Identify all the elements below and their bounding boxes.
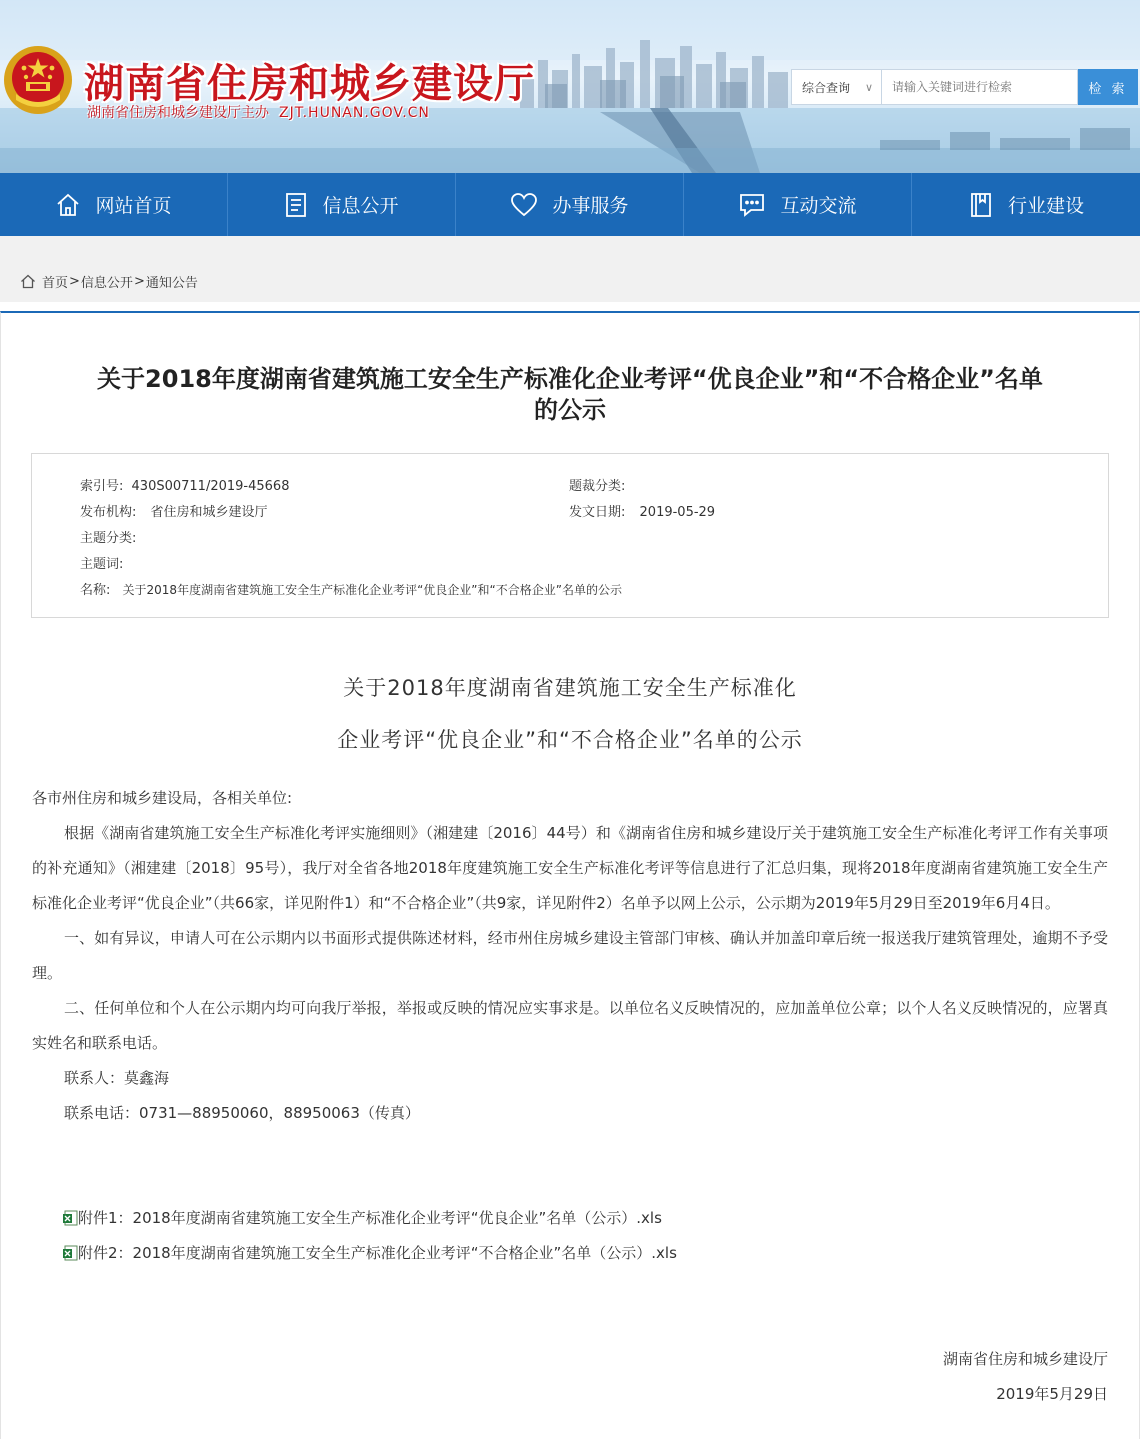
signature-org: 湖南省住房和城乡建设厅 — [942, 1350, 1108, 1368]
nav-label: 互动交流 — [780, 195, 857, 217]
main-nav — [0, 173, 1140, 236]
nav-item-info-disclosure[interactable] — [228, 173, 456, 236]
document-icon — [284, 192, 308, 218]
national-emblem-icon — [2, 44, 74, 116]
meta-name — [80, 579, 622, 598]
meta-date-label: 发文日期: — [569, 505, 626, 520]
nav-label: 信息公开 — [322, 195, 399, 217]
site-domain: ZJT.HUNAN.GOV.CN — [279, 105, 430, 121]
page-title-line1: 关于2018年度湖南省建筑施工安全生产标准化企业考评“优良企业”和“不合格企业”名单 — [97, 365, 1043, 393]
meta-name-label: 名称: — [80, 583, 111, 598]
meta-category — [569, 475, 625, 494]
meta-index-label: 索引号: — [80, 479, 124, 494]
breadcrumb-separator: > — [133, 274, 145, 289]
page-title-line2: 的公示 — [534, 396, 606, 424]
breadcrumb-info-disclosure[interactable]: 信息公开 — [80, 276, 133, 291]
meta-name-value: 关于2018年度湖南省建筑施工安全生产标准化企业考评“优良企业”和“不合格企业”名单的公示 — [122, 583, 622, 597]
nav-item-industry[interactable] — [912, 173, 1140, 236]
attachment-1-link[interactable]: 附件1：2018年度湖南省建筑施工安全生产标准化企业考评“优良企业”名单（公示）.xls — [78, 1209, 662, 1227]
search-box — [791, 69, 1138, 105]
breadcrumb-bar — [0, 236, 1140, 302]
chat-icon — [738, 192, 766, 218]
meta-topic — [80, 527, 136, 546]
meta-publisher-label: 发布机构: — [80, 505, 137, 520]
nav-item-home[interactable] — [0, 173, 228, 236]
site-header — [0, 0, 1140, 173]
breadcrumb-home[interactable]: 首页 — [42, 276, 69, 291]
book-icon — [968, 192, 994, 218]
nav-label: 办事服务 — [552, 195, 629, 217]
signature-date: 2019年5月29日 — [996, 1385, 1108, 1403]
chevron-down-icon: ∨ — [864, 80, 873, 94]
document-metadata — [31, 453, 1109, 618]
home-icon — [20, 274, 36, 289]
meta-index — [80, 475, 289, 494]
nav-item-interaction[interactable] — [684, 173, 912, 236]
breadcrumb-separator: > — [69, 274, 80, 289]
breadcrumb — [20, 272, 198, 291]
search-input[interactable] — [881, 69, 1078, 105]
document-contact-phone: 联系电话：0731—88950060，88950063（传真） — [64, 1104, 420, 1122]
meta-publisher — [80, 501, 268, 520]
document-paragraph-3: 二、任何单位和个人在公示期内均可向我厅举报，举报或反映的情况应实事求是。以单位名义反映情况的，应加盖单位公章；以个人名义反映情况的，应署真实姓名和联系电话。 — [32, 999, 1108, 1052]
attachment-2-link[interactable]: 附件2：2018年度湖南省建筑施工安全生产标准化企业考评“不合格企业”名单（公示）.xls — [78, 1244, 677, 1262]
breadcrumb-notices[interactable]: 通知公告 — [145, 276, 198, 291]
document-heading-line2: 企业考评“优良企业”和“不合格企业”名单的公示 — [337, 728, 803, 752]
search-type-value: 综合查询 — [802, 80, 851, 95]
meta-date-value: 2019-05-29 — [639, 505, 716, 520]
excel-file-icon — [62, 1245, 78, 1261]
site-subtitle-text: 湖南省住房和城乡建设厅主办 — [87, 105, 269, 121]
document-contact-person: 联系人：莫鑫海 — [64, 1069, 170, 1087]
nav-label: 行业建设 — [1007, 195, 1084, 217]
meta-publisher-value: 省住房和城乡建设厅 — [150, 505, 268, 520]
meta-keywords-label: 主题词: — [80, 557, 124, 572]
attachment-1[interactable] — [62, 1207, 662, 1228]
document-heading-line1: 关于2018年度湖南省建筑施工安全生产标准化 — [343, 676, 797, 700]
meta-category-label: 题裁分类: — [569, 479, 626, 494]
document-paragraph-1: 根据《湖南省建筑施工安全生产标准化考评实施细则》（湘建建〔2016〕44号）和《湖南省住房和城乡建设厅关于建筑施工安全生产标准化考评工作有关事项的补充通知》（湘建建〔2018〕95号），我厅对全省各地2018年度建筑施工安全生产标准化考评等信息进行了汇总归集，现将2018年度湖南省建筑施工安全生产标准化企业考评“优良企业”（共66家，详见附件1）和“不合格企业”（共9家，详见附件2）名单予以网上公示，公示期为2019年5月29日至2019年6月4日。 — [32, 824, 1108, 912]
site-title[interactable]: 湖南省住房和城乡建设厅 — [84, 61, 535, 107]
site-subtitle — [87, 102, 430, 122]
search-button[interactable]: 检 索 — [1078, 69, 1138, 105]
attachment-2[interactable] — [62, 1242, 677, 1263]
excel-file-icon — [62, 1210, 78, 1226]
meta-topic-label: 主题分类: — [80, 531, 137, 546]
meta-date — [569, 501, 715, 520]
search-type-select[interactable] — [791, 69, 881, 105]
document-salutation: 各市州住房和城乡建设局，各相关单位: — [32, 789, 293, 807]
document-body — [32, 781, 1108, 1131]
document-paragraph-2: 一、如有异议，申请人可在公示期内以书面形式提供陈述材料，经市州住房城乡建设主管部门审核、确认并加盖印章后统一报送我厅建筑管理处，逾期不予受理。 — [32, 929, 1108, 982]
meta-index-value: 430S00711/2019-45668 — [131, 479, 290, 494]
page-title — [30, 364, 1110, 426]
home-icon — [55, 192, 81, 218]
nav-label: 网站首页 — [95, 195, 172, 217]
nav-item-services[interactable] — [456, 173, 684, 236]
meta-keywords — [80, 553, 123, 572]
heart-icon — [510, 192, 538, 218]
